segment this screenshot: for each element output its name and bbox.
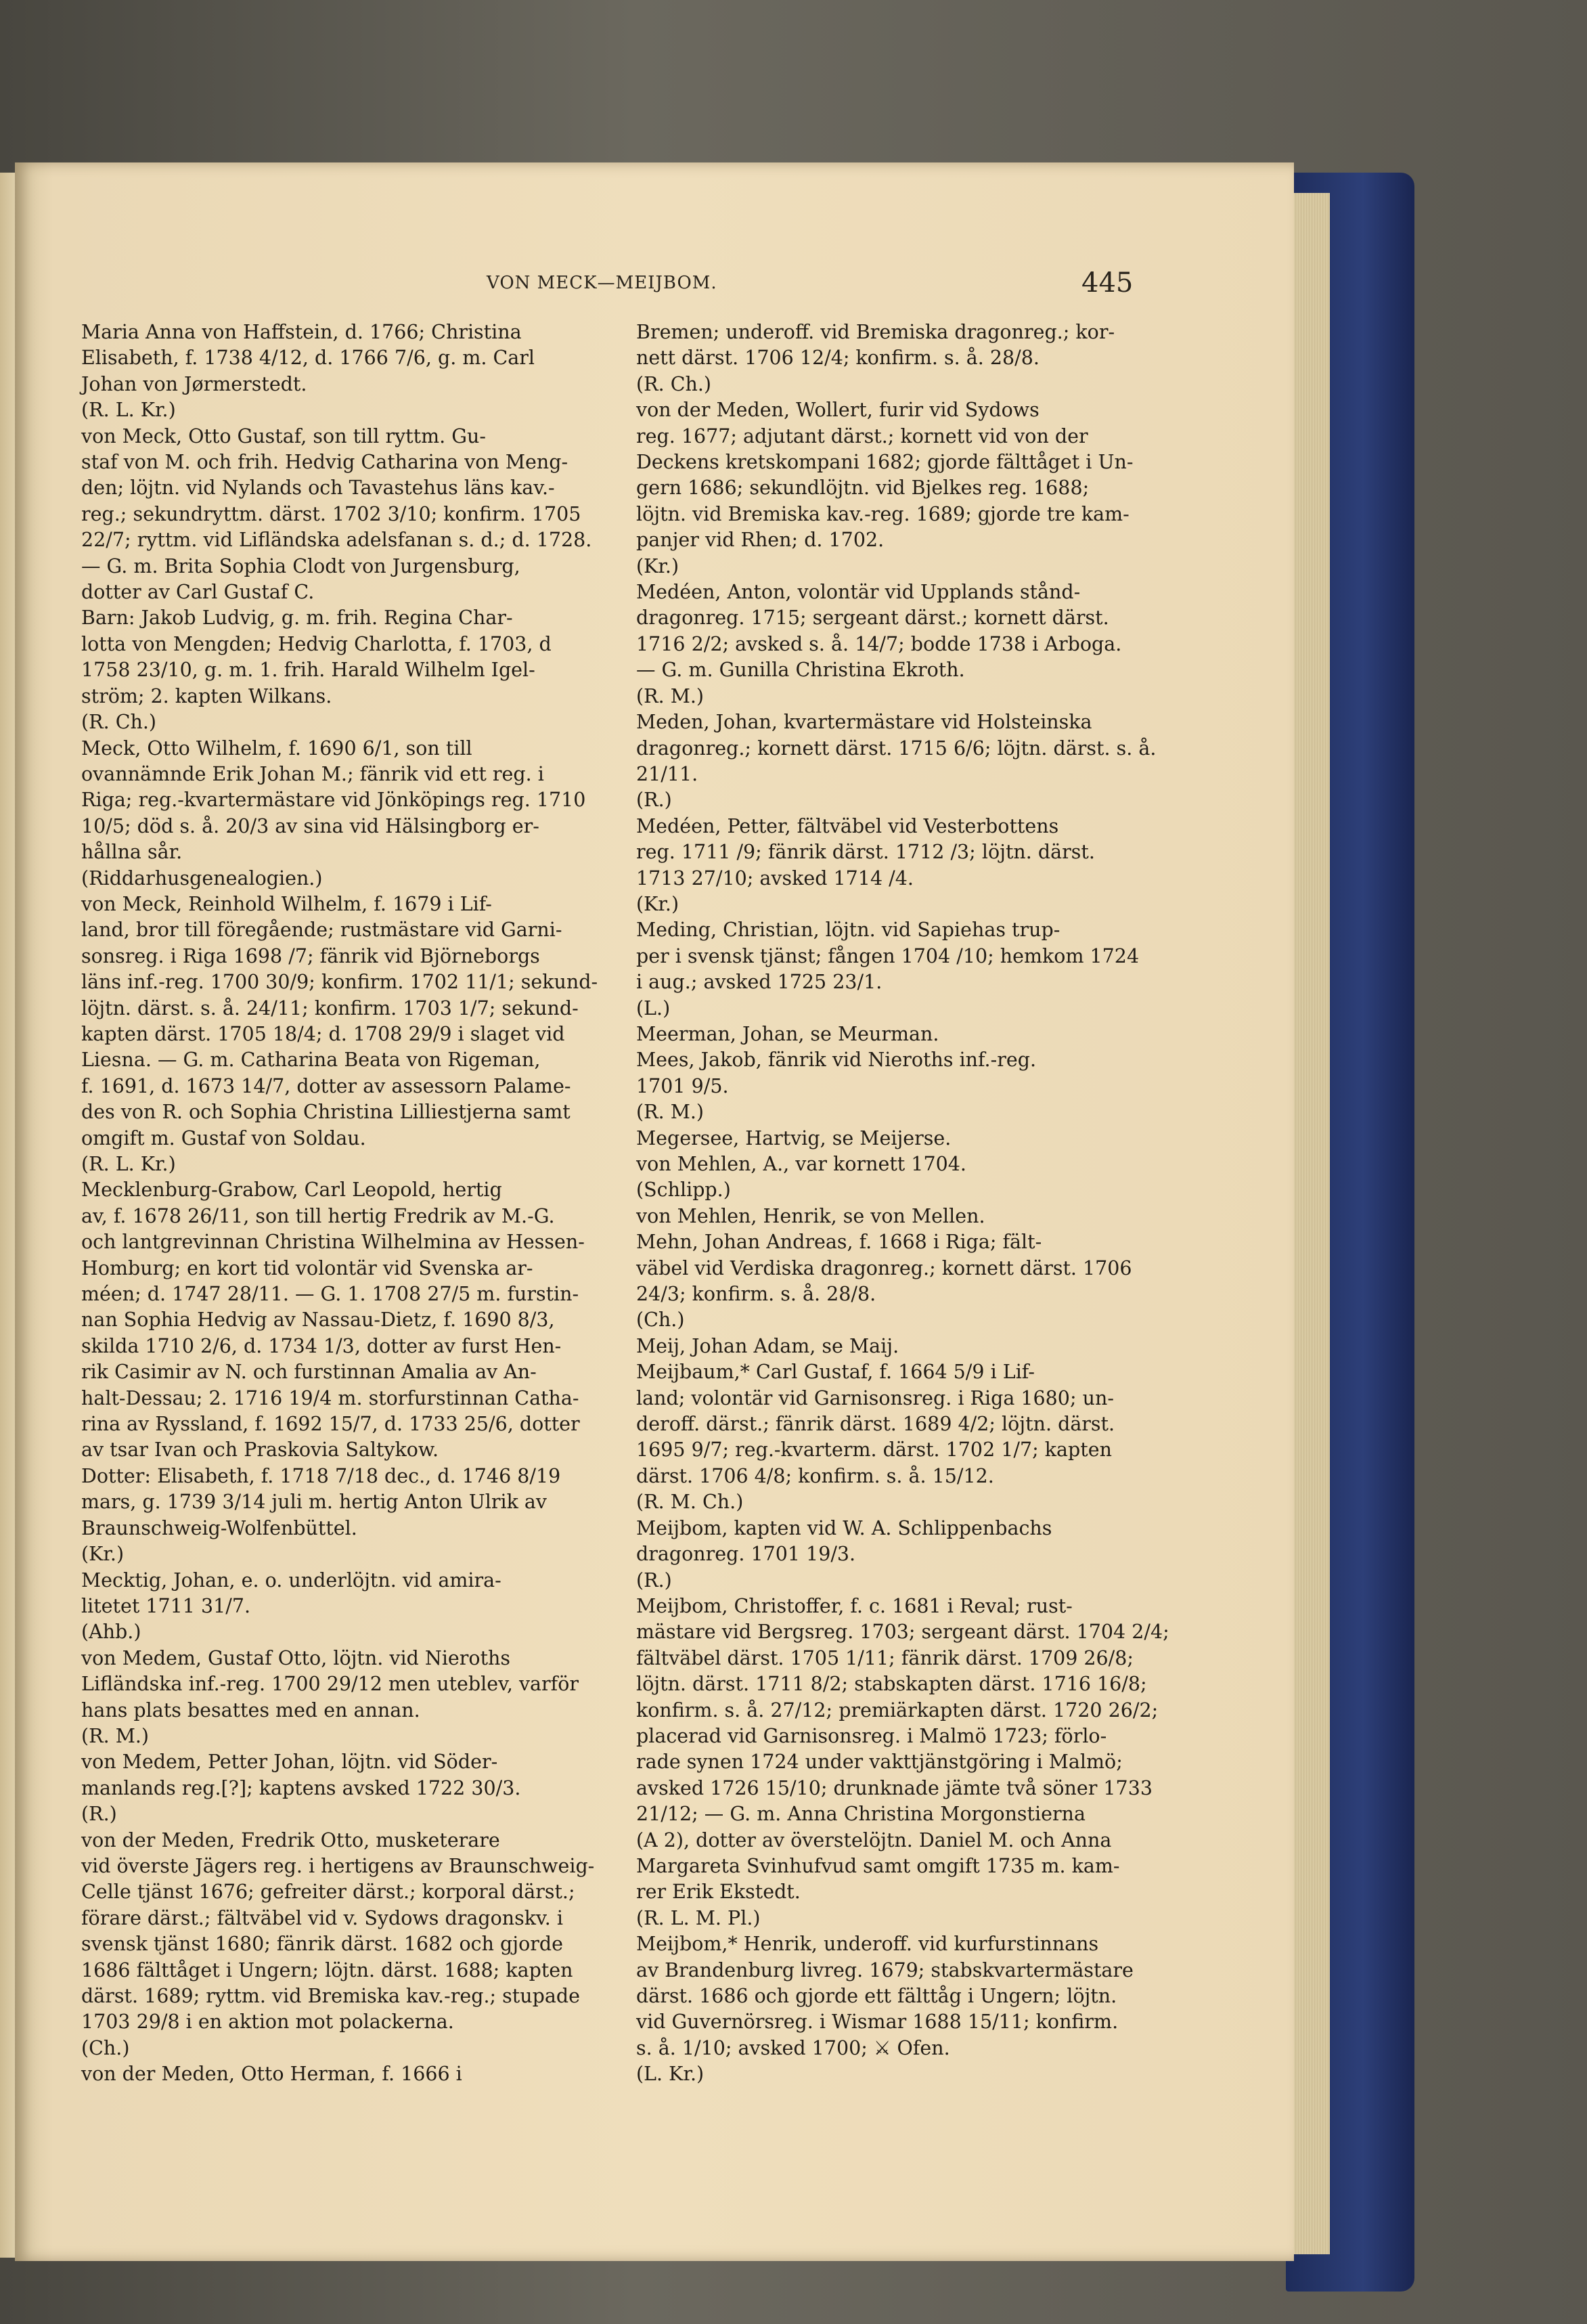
- text-line: (R. L. Kr.): [81, 399, 176, 422]
- text-line: (R.): [636, 789, 672, 812]
- text-line: dragonreg. 1715; sergeant därst.; kornett därst.: [636, 607, 1109, 630]
- text-line: 1701 9/5.: [636, 1074, 729, 1097]
- text-line: läns inf.-reg. 1700 30/9; konfirm. 1702 11/1; sekund-: [81, 971, 598, 994]
- text-line: 21/12; — G. m. Anna Christina Morgonstierna: [636, 1803, 1086, 1826]
- text-line: (Ch.): [81, 2036, 130, 2059]
- text-line: av Brandenburg livreg. 1679; stabskvartermästare: [636, 1958, 1134, 1981]
- text-line: reg. 1677; adjutant därst.; kornett vid von der: [636, 424, 1088, 447]
- text-line: av, f. 1678 26/11, son till hertig Fredrik av M.-G.: [81, 1204, 555, 1227]
- text-line: (R. L. Kr.): [81, 1153, 176, 1175]
- text-line: Johan von Jørmerstedt.: [81, 372, 307, 395]
- text-line: rina av Ryssland, f. 1692 15/7, d. 1733 25/6, dotter: [81, 1413, 580, 1436]
- text-line: Meij, Johan Adam, se Maij.: [636, 1334, 899, 1357]
- text-line: Riga; reg.-kvartermästare vid Jönköpings reg. 1710: [81, 789, 586, 812]
- text-line: s. å. 1/10; avsked 1700; ⚔ Ofen.: [636, 2036, 950, 2059]
- text-line: von Mehlen, Henrik, se von Mellen.: [636, 1204, 985, 1227]
- text-line: (L.): [636, 996, 671, 1020]
- text-line: rade synen 1724 under vakttjänstgöring i Malmö;: [636, 1751, 1123, 1774]
- text-line: méen; d. 1747 28/11. — G. 1. 1708 27/5 m. furstin-: [81, 1283, 579, 1306]
- text-line: Mees, Jakob, fänrik vid Nieroths inf.-reg.: [636, 1049, 1037, 1072]
- text-line: Medéen, Petter, fältväbel vid Vesterbottens: [636, 814, 1059, 837]
- text-line: 1695 9/7; reg.-kvarterm. därst. 1702 1/7; kapten: [636, 1439, 1112, 1462]
- text-line: halt-Dessau; 2. 1716 19/4 m. storfurstinnan Catha-: [81, 1386, 579, 1409]
- text-line: svensk tjänst 1680; fänrik därst. 1682 och gjorde: [81, 1933, 563, 1956]
- text-line: (L. Kr.): [636, 2063, 705, 2086]
- text-line: mästare vid Bergsreg. 1703; sergeant därst. 1704 2/4;: [636, 1621, 1169, 1644]
- right-column: [636, 320, 1172, 2088]
- text-line: (R. Ch.): [81, 711, 157, 734]
- text-line: kapten därst. 1705 18/4; d. 1708 29/9 i slaget vid: [81, 1022, 565, 1045]
- text-line: av tsar Ivan och Praskovia Saltykow.: [81, 1439, 439, 1462]
- text-line: Braunschweig-Wolfenbüttel.: [81, 1516, 357, 1539]
- text-line: ovannämnde Erik Johan M.; fänrik vid ett reg. i: [81, 762, 544, 785]
- text-line: deroff. därst.; fänrik därst. 1689 4/2; löjtn. därst.: [636, 1413, 1115, 1436]
- text-line: reg. 1711 /9; fänrik därst. 1712 /3; löjtn. därst.: [636, 841, 1095, 864]
- text-line: f. 1691, d. 1673 14/7, dotter av assessorn Palame-: [81, 1074, 571, 1097]
- text-line: Liesna. — G. m. Catharina Beata von Rigeman,: [81, 1049, 541, 1072]
- text-line: vid överste Jägers reg. i hertigens av Braunschweig-: [81, 1854, 595, 1877]
- text-line: Meijbom, kapten vid W. A. Schlippenbachs: [636, 1516, 1052, 1539]
- text-line: 1686 fälttåget i Ungern; löjtn. därst. 1688; kapten: [81, 1958, 573, 1981]
- text-line: Mehn, Johan Andreas, f. 1668 i Riga; fält-: [636, 1231, 1042, 1254]
- text-line: Lifländska inf.-reg. 1700 29/12 men uteblev, varför: [81, 1673, 579, 1696]
- text-line: (R. M. Ch.): [636, 1491, 744, 1514]
- text-line: lotta von Mengden; Hedvig Charlotta, f. 1703, d: [81, 632, 552, 655]
- text-line: mars, g. 1739 3/14 juli m. hertig Anton Ulrik av: [81, 1491, 547, 1514]
- text-line: (Schlipp.): [636, 1179, 731, 1202]
- text-line: placerad vid Garnisonsreg. i Malmö 1723; förlo-: [636, 1724, 1107, 1747]
- text-line: (R.): [81, 1803, 117, 1826]
- text-line: löjtn. därst. 1711 8/2; stabskapten därst. 1716 16/8;: [636, 1673, 1147, 1696]
- text-line: rik Casimir av N. och furstinnan Amalia av An-: [81, 1361, 537, 1384]
- text-line: Meijbom,* Henrik, underoff. vid kurfurstinnans: [636, 1933, 1099, 1956]
- text-line: Meijbom, Christoffer, f. c. 1681 i Reval; rust-: [636, 1594, 1073, 1617]
- text-line: (R. M.): [636, 684, 705, 707]
- text-line: gern 1686; sekundlöjtn. vid Bjelkes reg. 1688;: [636, 477, 1090, 500]
- text-line: Meerman, Johan, se Meurman.: [636, 1022, 939, 1045]
- text-line: Dotter: Elisabeth, f. 1718 7/18 dec., d. 1746 8/19: [81, 1464, 561, 1487]
- text-line: (R. M.): [636, 1101, 705, 1124]
- text-line: land, bror till föregående; rustmästare vid Garni-: [81, 919, 562, 942]
- text-line: land; volontär vid Garnisonsreg. i Riga 1680; un-: [636, 1386, 1114, 1409]
- text-line: von Medem, Petter Johan, löjtn. vid Söder-: [81, 1751, 498, 1774]
- text-line: 1758 23/10, g. m. 1. frih. Harald Wilhelm Igel-: [81, 659, 535, 682]
- text-line: (R. L. M. Pl.): [636, 1906, 761, 1929]
- text-line: skilda 1710 2/6, d. 1734 1/3, dotter av furst Hen-: [81, 1334, 562, 1357]
- text-line: Maria Anna von Haffstein, d. 1766; Christina: [81, 321, 522, 343]
- text-line: Bremen; underoff. vid Bremiska dragonreg.; kor-: [636, 321, 1115, 343]
- text-line: (Kr.): [636, 892, 679, 915]
- text-line: omgift m. Gustaf von Soldau.: [81, 1126, 366, 1149]
- text-line: förare därst.; fältväbel vid v. Sydows dragonskv. i: [81, 1906, 563, 1929]
- text-line: sonsreg. i Riga 1698 /7; fänrik vid Björneborgs: [81, 944, 540, 967]
- text-line: väbel vid Verdiska dragonreg.; kornett därst. 1706: [636, 1256, 1132, 1279]
- text-line: — G. m. Gunilla Christina Ekroth.: [636, 659, 965, 682]
- text-line: — G. m. Brita Sophia Clodt von Jurgensburg,: [81, 554, 520, 577]
- text-line: Mecklenburg-Grabow, Carl Leopold, hertig: [81, 1179, 502, 1202]
- text-line: (Ahb.): [81, 1621, 141, 1644]
- text-line: Elisabeth, f. 1738 4/12, d. 1766 7/6, g. m. Carl: [81, 347, 535, 370]
- text-line: 1716 2/2; avsked s. å. 14/7; bodde 1738 i Arboga.: [636, 632, 1122, 655]
- text-line: Barn: Jakob Ludvig, g. m. frih. Regina Char-: [81, 607, 513, 630]
- text-line: Margareta Svinhufvud samt omgift 1735 m. kam-: [636, 1854, 1120, 1877]
- text-line: Megersee, Hartvig, se Meijerse.: [636, 1126, 952, 1149]
- text-line: von der Meden, Fredrik Otto, musketerare: [81, 1828, 500, 1851]
- text-line: von Meck, Otto Gustaf, son till ryttm. Gu-: [81, 424, 486, 447]
- left-column: [81, 320, 598, 2088]
- text-line: hans plats besattes med en annan.: [81, 1698, 420, 1722]
- text-line: vid Guvernörsreg. i Wismar 1688 15/11; konfirm.: [636, 2011, 1119, 2034]
- text-line: dragonreg. 1701 19/3.: [636, 1543, 856, 1566]
- text-line: Celle tjänst 1676; gefreiter därst.; korporal därst.;: [81, 1881, 575, 1904]
- page-number: 445: [1081, 267, 1134, 299]
- text-line: fältväbel därst. 1705 1/11; fänrik därst. 1709 26/8;: [636, 1646, 1134, 1669]
- text-line: (R. Ch.): [636, 372, 712, 395]
- text-line: Meck, Otto Wilhelm, f. 1690 6/1, son till: [81, 737, 472, 760]
- text-line: (Kr.): [81, 1543, 125, 1566]
- text-line: Mecktig, Johan, e. o. underlöjtn. vid amira-: [81, 1569, 501, 1592]
- text-line: ström; 2. kapten Wilkans.: [81, 684, 332, 707]
- text-line: 10/5; död s. å. 20/3 av sina vid Hälsingborg er-: [81, 814, 539, 837]
- text-line: 24/3; konfirm. s. å. 28/8.: [636, 1283, 876, 1306]
- text-line: i aug.; avsked 1725 23/1.: [636, 971, 882, 994]
- text-line: och lantgrevinnan Christina Wilhelmina av Hessen-: [81, 1231, 585, 1254]
- text-line: Deckens kretskompani 1682; gjorde fälttåget i Un-: [636, 451, 1134, 474]
- text-line: (Riddarhusgenealogien.): [81, 867, 323, 890]
- text-line: per i svensk tjänst; fången 1704 /10; hemkom 1724: [636, 944, 1140, 967]
- text-line: des von R. och Sophia Christina Lilliestjerna samt: [81, 1101, 571, 1124]
- text-line: von Mehlen, A., var kornett 1704.: [636, 1153, 966, 1175]
- text-line: löjtn. vid Bremiska kav.-reg. 1689; gjorde tre kam-: [636, 502, 1130, 525]
- text-line: därst. 1689; ryttm. vid Bremiska kav.-reg.; stupade: [81, 1985, 580, 2007]
- text-line: nan Sophia Hedvig av Nassau-Dietz, f. 1690 8/3,: [81, 1309, 555, 1332]
- running-head: VON MECK—MEIJBOM.: [487, 273, 717, 293]
- text-line: Meding, Christian, löjtn. vid Sapiehas trup-: [636, 919, 1060, 942]
- text-line: staf von M. och frih. Hedvig Catharina von Meng-: [81, 451, 568, 474]
- text-line: nett därst. 1706 12/4; konfirm. s. å. 28/8.: [636, 347, 1040, 370]
- text-line: (Ch.): [636, 1309, 685, 1332]
- text-line: litetet 1711 31/7.: [81, 1594, 251, 1617]
- text-line: (Kr.): [636, 554, 679, 577]
- text-line: von der Meden, Otto Herman, f. 1666 i: [81, 2063, 462, 2086]
- text-line: von Medem, Gustaf Otto, löjtn. vid Nieroths: [81, 1646, 511, 1669]
- text-line: den; löjtn. vid Nylands och Tavastehus läns kav.-: [81, 477, 555, 500]
- text-line: (R.): [636, 1569, 672, 1592]
- text-line: (A 2), dotter av överstelöjtn. Daniel M. och Anna: [636, 1828, 1112, 1851]
- text-line: 22/7; ryttm. vid Lifländska adelsfanan s. d.; d. 1728.: [81, 529, 592, 552]
- page-header: [15, 267, 1294, 308]
- text-line: von Meck, Reinhold Wilhelm, f. 1679 i Lif-: [81, 892, 492, 915]
- text-line: rer Erik Ekstedt.: [636, 1881, 801, 1904]
- text-line: avsked 1726 15/10; drunknade jämte två söner 1733: [636, 1776, 1153, 1799]
- text-line: dotter av Carl Gustaf C.: [81, 581, 315, 604]
- text-line: konfirm. s. å. 27/12; premiärkapten därst. 1720 26/2;: [636, 1698, 1159, 1722]
- text-line: Homburg; en kort tid volontär vid Svenska ar-: [81, 1256, 533, 1279]
- text-line: Meden, Johan, kvartermästare vid Holsteinska: [636, 711, 1092, 734]
- text-line: Medéen, Anton, volontär vid Upplands stånd-: [636, 581, 1081, 604]
- text-line: dragonreg.; kornett därst. 1715 6/6; löjtn. därst. s. å.: [636, 737, 1157, 760]
- text-line: hållna sår.: [81, 841, 183, 864]
- text-line: Meijbaum,* Carl Gustaf, f. 1664 5/9 i Lif-: [636, 1361, 1035, 1384]
- text-line: 1713 27/10; avsked 1714 /4.: [636, 867, 914, 890]
- text-line: (R. M.): [81, 1724, 150, 1747]
- text-line: von der Meden, Wollert, furir vid Sydows: [636, 399, 1040, 422]
- text-line: 1703 29/8 i en aktion mot polackerna.: [81, 2011, 454, 2034]
- text-line: därst. 1706 4/8; konfirm. s. å. 15/12.: [636, 1464, 994, 1487]
- text-line: därst. 1686 och gjorde ett fälttåg i Ungern; löjtn.: [636, 1985, 1117, 2007]
- text-line: panjer vid Rhen; d. 1702.: [636, 529, 885, 552]
- text-line: 21/11.: [636, 762, 698, 785]
- page-edges: [1289, 193, 1330, 2254]
- text-line: löjtn. därst. s. å. 24/11; konfirm. 1703 1/7; sekund-: [81, 996, 579, 1020]
- text-line: reg.; sekundryttm. därst. 1702 3/10; konfirm. 1705: [81, 502, 581, 525]
- text-line: manlands reg.[?]; kaptens avsked 1722 30/3.: [81, 1776, 521, 1799]
